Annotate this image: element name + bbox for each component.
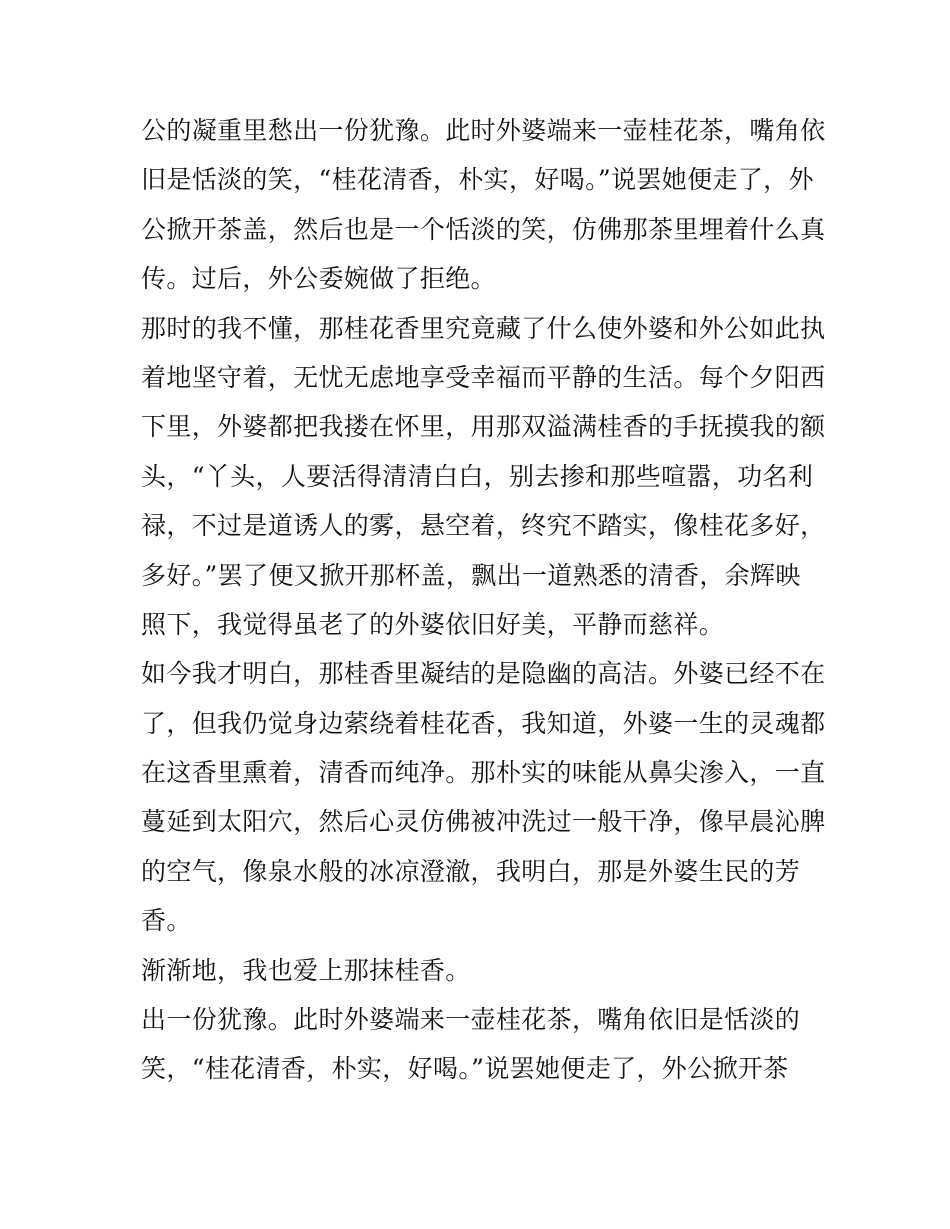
text-line: 在这香里熏着，清香而纯净。那朴实的味能从鼻尖渗入，一直: [141, 758, 826, 788]
text-line: 出一份犹豫。此时外婆端来一壶桂花茶，嘴角依旧是恬淡的: [141, 1005, 801, 1035]
text-line: 了，但我仍觉身边萦绕着桂花香，我知道，外婆一生的灵魂都: [141, 708, 826, 738]
text-line: 公的凝重里愁出一份犹豫。此时外婆端来一壶桂花茶，嘴角依: [141, 116, 826, 145]
text-line: 传。过后，外公委婉做了拒绝。: [141, 264, 496, 294]
text-line: 禄，不过是道诱人的雾，悬空着，终究不踏实，像桂花多好，: [141, 511, 826, 541]
text-line: 着地坚守着，无忧无虑地享受幸福而平静的生活。每个夕阳西: [141, 362, 826, 392]
text-line: 的空气，像泉水般的冰凉澄澈，我明白，那是外婆生民的芳: [141, 856, 801, 886]
text-line: 香。: [141, 906, 192, 936]
body-text: [141, 106, 826, 1094]
text-line: 如今我才明白，那桂香里凝结的是隐幽的高洁。外婆已经不在: [141, 659, 826, 689]
text-line: 旧是恬淡的笑，“桂花清香，朴实，好喝。”说罢她便走了，外: [141, 165, 814, 195]
text-line: 那时的我不懂，那桂花香里究竟藏了什么使外婆和外公如此执: [141, 313, 826, 343]
text-line: 蔓延到太阳穴，然后心灵仿佛被冲洗过一般干净，像早晨沁脾: [141, 807, 826, 837]
text-line: 下里，外婆都把我搂在怀里，用那双溢满桂香的手抚摸我的额: [141, 412, 826, 442]
text-line: 笑，“桂花清香，朴实，好喝。”说罢她便走了，外公掀开茶: [141, 1054, 789, 1084]
text-line: 公掀开茶盖，然后也是一个恬淡的笑，仿佛那茶里埋着什么真: [141, 214, 826, 244]
text-line: 头，“丫头，人要活得清清白白，别去掺和那些喧嚣，功名利: [141, 461, 814, 491]
text-line: 照下，我觉得虽老了的外婆依旧好美，平静而慈祥。: [141, 609, 725, 639]
text-line: 渐渐地，我也爱上那抹桂香。: [141, 955, 471, 985]
text-line: 多好。”罢了便又掀开那杯盖，飘出一道熟悉的清香，余辉映: [141, 560, 801, 590]
